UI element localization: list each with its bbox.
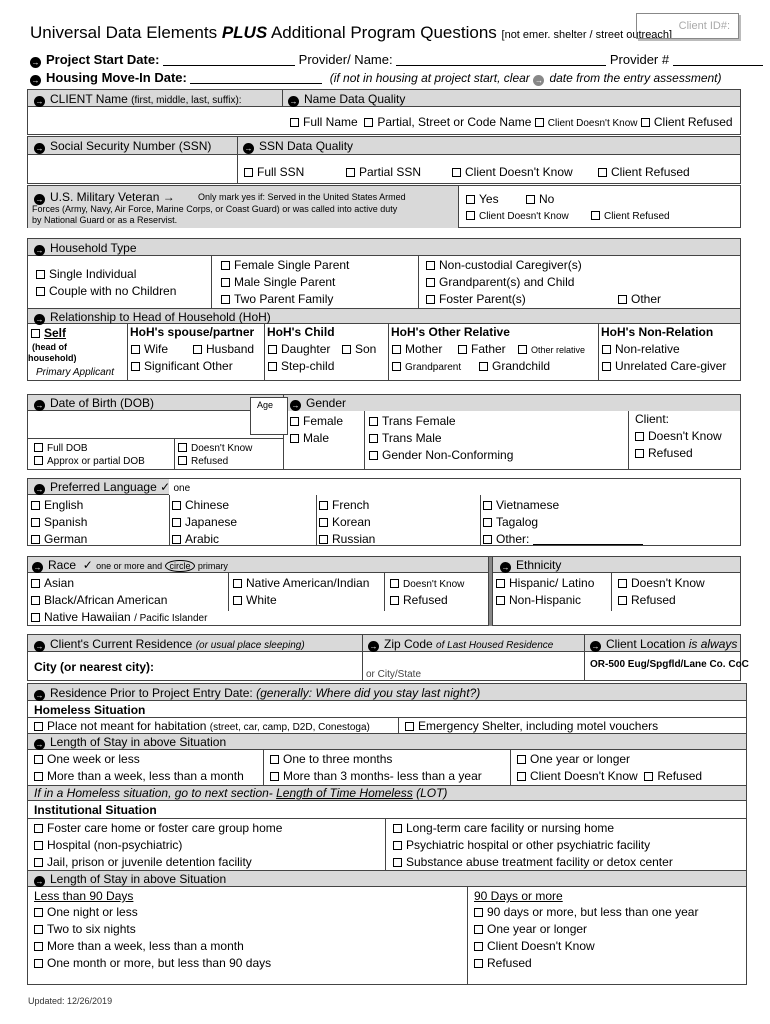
hh-other[interactable]: Other <box>618 293 661 305</box>
homeless-heading: Homeless Situation <box>34 703 146 717</box>
rel-unrelated[interactable]: Unrelated Care-giver <box>602 360 726 372</box>
lang-korean[interactable]: Korean <box>319 516 371 528</box>
hh-female-parent[interactable]: Female Single Parent <box>221 259 349 271</box>
form-title: Universal Data Elements PLUS Additional Program Questions [not emer. shelter / street outreach] <box>30 23 673 42</box>
prior-residence-section <box>27 683 747 985</box>
race-dk[interactable]: Doesn't Know <box>390 577 464 590</box>
eth-refused[interactable]: Refused <box>618 594 676 606</box>
hh-male-parent[interactable]: Male Single Parent <box>221 276 335 288</box>
language-section <box>27 478 741 546</box>
prior-place-not-meant[interactable]: Place not meant for habitation (street, car, camp, D2D, Conestoga) <box>34 720 370 733</box>
veteran-section <box>27 185 741 228</box>
los-month[interactable]: More than a week, less than a month <box>34 770 244 782</box>
gender-female[interactable]: Female <box>290 415 343 427</box>
race-label: →Race ✓ one or more and circle primary <box>32 559 228 573</box>
veteran-yes[interactable]: Yes <box>466 193 499 205</box>
eth-non-hispanic[interactable]: Non-Hispanic <box>496 594 581 606</box>
lang-japanese[interactable]: Japanese <box>172 516 237 528</box>
dob-gender-section <box>27 394 741 470</box>
move-in-date-field[interactable] <box>190 83 322 84</box>
stay-one-night[interactable]: One night or less <box>34 906 138 918</box>
rel-non-relative[interactable]: Non-relative <box>602 343 680 355</box>
veteran-note-2: Forces (Army, Navy, Air Force, Marine Corps, or Coast Guard) or was called into active duty <box>32 204 398 214</box>
ssn-opt-partial[interactable]: Partial SSN <box>346 166 421 178</box>
los-week[interactable]: One week or less <box>34 753 140 765</box>
location-label: → Client Location is always <box>590 638 737 652</box>
dob-dk[interactable]: Doesn't Know <box>178 443 252 454</box>
homeless-goto-note: If in a Homeless situation, go to next section- Length of Time Homeless (LOT) <box>34 786 448 800</box>
ssn-opt-refused[interactable]: Client Refused <box>598 166 690 178</box>
rel-mother[interactable]: Mother <box>392 343 442 355</box>
rel-self[interactable]: Self <box>31 327 66 339</box>
ssn-dq-label: → SSN Data Quality <box>243 140 353 154</box>
gender-client-label: Client: <box>635 412 670 426</box>
gender-label: →Gender <box>290 397 346 411</box>
client-name-label: →CLIENT Name (first, middle, last, suffix): <box>34 93 242 107</box>
relationship-label: →Relationship to Head of Household (HoH) <box>34 311 271 325</box>
client-name-section <box>27 89 741 135</box>
veteran-label: →U.S. Military Veteran → <box>34 191 175 205</box>
name-dq-options[interactable]: Full Name Partial, Street or Code Name Client Doesn't Know Client Refused <box>290 116 733 129</box>
rel-nonrel-header: HoH's Non-Relation <box>601 325 714 339</box>
household-label: →Household Type <box>34 242 137 256</box>
zip-label: → Zip Code of Last Housed Residence <box>368 638 553 652</box>
los-year-longer[interactable]: One year or longer <box>517 753 630 765</box>
dob-approx[interactable]: Approx or partial DOB <box>34 456 145 467</box>
stay-90-days[interactable]: One month or more, but less than 90 days <box>34 957 271 969</box>
move-in-row: →Housing Move-In Date: (if not in housing at project start, clear → date from the entry assessment) <box>30 71 722 86</box>
stay-dk[interactable]: Client Doesn't Know <box>474 940 595 952</box>
rel-daughter[interactable]: Daughter <box>268 343 330 355</box>
lang-russian[interactable]: Russian <box>319 533 375 545</box>
rel-other-relative[interactable]: Other relative <box>518 343 585 355</box>
provider-number-field[interactable] <box>673 65 763 66</box>
veteran-refused[interactable]: Client Refused <box>591 209 670 222</box>
race-asian[interactable]: Asian <box>31 577 74 589</box>
rel-wife[interactable]: Wife <box>131 343 168 355</box>
gender-nonconforming[interactable]: Gender Non-Conforming <box>369 449 513 461</box>
rel-other-header: HoH's Other Relative <box>391 325 510 339</box>
lang-english[interactable]: English <box>31 499 83 511</box>
prior-label: →Residence Prior to Project Entry Date: (generally: Where did you stay last night?) <box>34 687 480 701</box>
gender-male[interactable]: Male <box>290 432 329 444</box>
inst-foster[interactable]: Foster care home or foster care group home <box>34 822 282 834</box>
rel-husband[interactable]: Husband <box>193 343 254 355</box>
ethnicity-label: → Ethnicity <box>500 559 561 573</box>
race-black[interactable]: Black/African American <box>31 594 167 606</box>
start-date-field[interactable] <box>163 65 295 66</box>
veteran-no[interactable]: No <box>526 193 554 205</box>
language-label: →Preferred Language ✓ one <box>34 481 190 495</box>
los-year[interactable]: More than 3 months- less than a year <box>270 770 482 782</box>
eth-dk[interactable]: Doesn't Know <box>618 577 705 589</box>
veteran-note-3: by National Guard or as a Reservist. <box>32 215 178 225</box>
rel-spouse-header: HoH's spouse/partner <box>130 325 255 339</box>
inst-long-term[interactable]: Long-term care facility or nursing home <box>393 822 614 834</box>
rel-father[interactable]: Father <box>458 343 506 355</box>
lang-vietnamese[interactable]: Vietnamese <box>483 499 559 511</box>
project-start-row: →Project Start Date: Provider/ Name: Provider # <box>30 53 763 68</box>
rel-step-child[interactable]: Step-child <box>268 360 334 372</box>
dob-label: →Date of Birth (DOB) <box>34 397 154 411</box>
city-label: City (or nearest city): <box>34 660 155 674</box>
residence-section <box>27 634 749 681</box>
rel-grandchild[interactable]: Grandchild <box>479 360 550 372</box>
rel-self-note: (head of <box>32 342 67 352</box>
rel-primary-applicant: Primary Applicant <box>36 367 114 378</box>
household-section <box>27 238 741 309</box>
lang-french[interactable]: French <box>319 499 369 511</box>
stay-refused[interactable]: Refused <box>474 957 532 969</box>
prior-emergency-shelter[interactable]: Emergency Shelter, including motel vouchers <box>405 720 658 732</box>
updated-date: Updated: 12/26/2019 <box>28 996 113 1006</box>
hh-foster[interactable]: Foster Parent(s) <box>426 293 526 305</box>
stay-90-year[interactable]: 90 days or more, but less than one year <box>474 906 698 918</box>
stay-year-longer[interactable]: One year or longer <box>474 923 587 935</box>
provider-name-field[interactable] <box>396 65 606 66</box>
residence-label: →Client's Current Residence (or usual place sleeping) <box>34 638 305 652</box>
rel-son[interactable]: Son <box>342 343 376 355</box>
dob-refused[interactable]: Refused <box>178 456 228 467</box>
veteran-dk[interactable]: Client Doesn't Know <box>466 209 569 222</box>
los-dk[interactable]: Client Doesn't Know Refused <box>517 770 702 782</box>
rel-child-header: HoH's Child <box>267 325 335 339</box>
lang-tagalog[interactable]: Tagalog <box>483 516 538 528</box>
race-hawaiian[interactable]: Native Hawaiian / Pacific Islander <box>31 611 207 624</box>
hh-grandparent[interactable]: Grandparent(s) and Child <box>426 276 574 288</box>
hh-couple[interactable]: Couple with no Children <box>36 285 176 297</box>
eth-hispanic[interactable]: Hispanic/ Latino <box>496 577 594 589</box>
gender-dk[interactable]: Doesn't Know <box>635 430 722 442</box>
rel-significant-other[interactable]: Significant Other <box>131 360 233 372</box>
lang-chinese[interactable]: Chinese <box>172 499 229 511</box>
zip-field[interactable]: or City/State <box>366 669 422 680</box>
race-white[interactable]: White <box>233 594 277 606</box>
los-three-months[interactable]: One to three months <box>270 753 392 765</box>
inst-substance[interactable]: Substance abuse treatment facility or detox center <box>393 856 673 868</box>
name-dq-label: → Name Data Quality <box>288 93 405 107</box>
more-90-heading: 90 Days or more <box>474 889 563 903</box>
relationship-section <box>27 308 741 381</box>
race-ethnicity-section <box>27 556 741 626</box>
inst-psychiatric[interactable]: Psychiatric hospital or other psychiatric facility <box>393 839 650 851</box>
age-box[interactable]: Age <box>250 397 288 435</box>
los2-label: →Length of Stay in above Situation <box>34 873 226 887</box>
coc-label: OR-500 Eug/Spgfld/Lane Co. CoC <box>590 659 749 670</box>
ssn-section <box>27 136 741 184</box>
dob-full[interactable]: Full DOB <box>34 443 88 454</box>
inst-hospital[interactable]: Hospital (non-psychiatric) <box>34 839 182 851</box>
ssn-label: →Social Security Number (SSN) <box>34 140 211 154</box>
race-refused[interactable]: Refused <box>390 594 448 606</box>
lang-other[interactable]: Other: <box>483 533 643 545</box>
less-90-heading: Less than 90 Days <box>34 889 134 903</box>
race-native-american[interactable]: Native American/Indian <box>233 577 369 589</box>
client-id-box[interactable]: Client ID#: <box>636 13 739 39</box>
ssn-opt-full[interactable]: Full SSN <box>244 166 304 178</box>
institutional-heading: Institutional Situation <box>34 803 157 817</box>
hh-noncustodial[interactable]: Non-custodial Caregiver(s) <box>426 259 582 271</box>
hh-two-parent[interactable]: Two Parent Family <box>221 293 333 305</box>
hh-single[interactable]: Single Individual <box>36 268 136 280</box>
rel-self-note-2: household) <box>28 353 77 363</box>
los-label: →Length of Stay in above Situation <box>34 736 226 750</box>
stay-month[interactable]: More than a week, less than a month <box>34 940 244 952</box>
gender-refused[interactable]: Refused <box>635 447 693 459</box>
gender-trans-female[interactable]: Trans Female <box>369 415 456 427</box>
stay-six-nights[interactable]: Two to six nights <box>34 923 136 935</box>
inst-jail[interactable]: Jail, prison or juvenile detention facility <box>34 856 252 868</box>
veteran-note: Only mark yes if: Served in the United States Armed <box>198 192 406 202</box>
ssn-opt-dk[interactable]: Client Doesn't Know <box>452 166 573 178</box>
lang-german[interactable]: German <box>31 533 87 545</box>
gender-trans-male[interactable]: Trans Male <box>369 432 442 444</box>
lang-arabic[interactable]: Arabic <box>172 533 219 545</box>
rel-grandparent[interactable]: Grandparent <box>392 360 461 373</box>
lang-spanish[interactable]: Spanish <box>31 516 87 528</box>
